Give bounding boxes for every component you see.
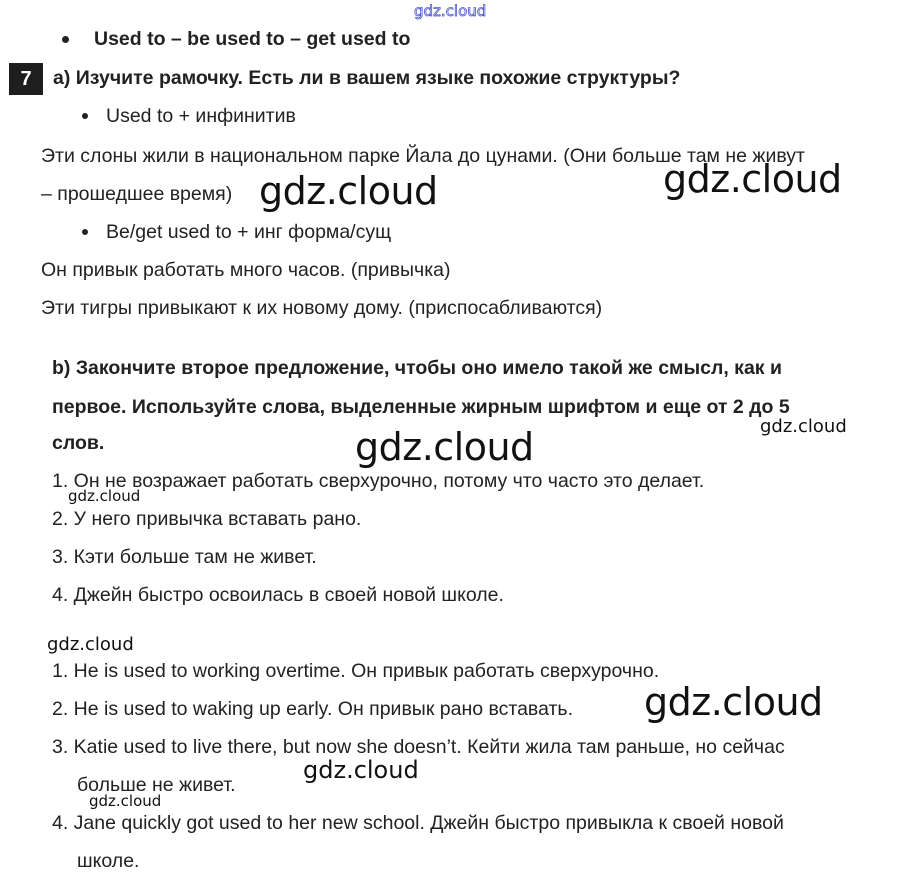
watermark: gdz.cloud [259,169,438,213]
exercise-number-badge: 7 [9,63,43,95]
answer-2: 2. He is used to waking up early. Он привык рано вставать. [52,698,573,720]
watermark-top: gdz.cloud [414,2,487,20]
part-b-heading-line-1: b) Закончите второе предложение, чтобы оно имело такой же смысл, как и [52,357,782,379]
task-item-4: 4. Джейн быстро освоилась в своей новой школе. [52,584,504,606]
answer-1: 1. He is used to working overtime. Он привык работать сверхурочно. [52,660,660,682]
watermark: gdz.cloud [355,425,534,469]
watermark: gdz.cloud [68,487,141,505]
bullet-dot [82,229,88,235]
watermark: gdz.cloud [303,756,419,784]
example-1-line-2: – прошедшее время) [41,183,233,205]
bullet-dot [82,113,88,119]
task-item-2: 2. У него привычка вставать рано. [52,508,362,530]
watermark: gdz.cloud [644,680,823,724]
rule-bullet-1: Used to + инфинитив [106,105,296,127]
rule-bullet-2: Be/get used to + инг форма/сущ [106,221,392,243]
watermark: gdz.cloud [663,157,842,201]
answer-3-line-2: больше не живет. [77,774,236,796]
part-a-heading: a) Изучите рамочку. Есть ли в вашем языке похожие структуры? [53,67,681,89]
example-1-line-1: Эти слоны жили в национальном парке Йала до цунами. (Они больше там не живут [41,145,805,167]
part-b-heading-line-3: слов. [52,432,105,454]
answer-4-line-1: 4. Jane quickly got used to her new school. Джейн быстро привыкла к своей новой [52,812,784,834]
answer-3-line-1: 3. Katie used to live there, but now she doesn’t. Кейти жила там раньше, но сейчас [52,736,785,758]
answer-4-line-2: школе. [77,850,140,872]
bullet-dot [62,36,69,43]
example-3: Эти тигры привыкают к их новому дому. (приспосабливаются) [41,297,603,319]
task-item-3: 3. Кэти больше там не живет. [52,546,317,568]
part-b-heading-line-2: первое. Используйте слова, выделенные жирным шрифтом и еще от 2 до 5 [52,396,790,418]
task-item-1: 1. Он не возражает работать сверхурочно, потому что часто это делает. [52,470,705,492]
watermark: gdz.cloud [760,416,847,437]
watermark: gdz.cloud [47,634,134,655]
watermark: gdz.cloud [89,792,162,810]
header-bullet-text: Used to – be used to – get used to [94,28,411,50]
example-2: Он привык работать много часов. (привычка) [41,259,451,281]
